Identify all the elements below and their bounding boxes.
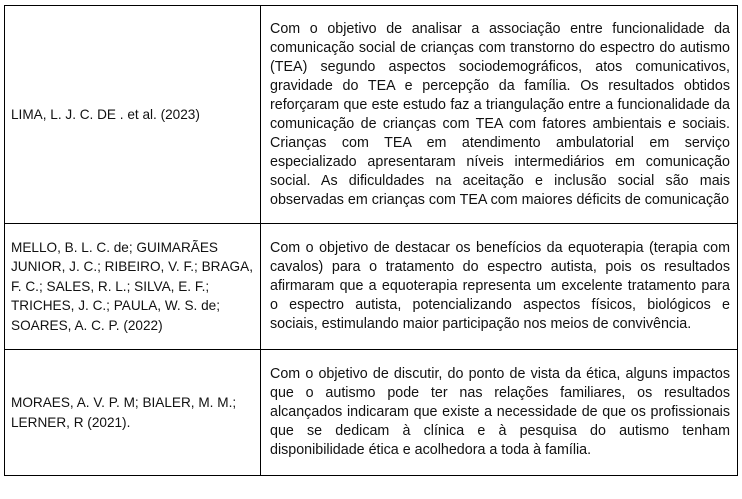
references-table: [4, 5, 738, 476]
table-row: [5, 350, 738, 476]
table-row: [5, 6, 738, 224]
author-cell: MORAES, A. V. P. M; BIALER, M. M.; LERNER, R (2021).: [5, 350, 261, 476]
summary-cell: Com o objetivo de analisar a associação entre funcionalidade da comunicação social de crianças com transtorno do espectro do autismo (TEA) segundo aspectos sociodemográficos, atos comunicativos, gravidade do TEA e percepção da família. Os resultados obtidos reforçaram que este estudo faz a triangulação entre a funcionalidade da comunicação de crianças com TEA com fatores ambientais e sociais. Crianças com TEA em atendimento ambulatorial em serviço especializado apresentaram níveis intermediários em comunicação social. As dificuldades na aceitação e inclusão social são mais observadas em crianças com TEA com maiores déficits de comunicação: [261, 6, 738, 224]
summary-cell: Com o objetivo de discutir, do ponto de vista da ética, alguns impactos que o autismo pode ter nas relações familiares, os resultados alcançados indicaram que existe a necessidade de que os profissionais que se dedicam à clínica e à pesquisa do autismo tenham disponibilidade ética e acolhedora a toda à família.: [261, 350, 738, 476]
author-cell: MELLO, B. L. C. de; GUIMARÃES JUNIOR, J. C.; RIBEIRO, V. F.; BRAGA, F. C.; SALES, R. L.; SILVA, E. F.; TRICHES, J. C.; PAULA, W. S. de; SOARES, A. C. P. (2022): [5, 224, 261, 350]
summary-cell: Com o objetivo de destacar os benefícios da equoterapia (terapia com cavalos) para o tratamento do espectro autista, pois os resultados afirmaram que a equoterapia representa um excelente tratamento para o espectro autista, potencializando aspectos físicos, biológicos e sociais, estimulando maior participação nos meios de convivência.: [261, 224, 738, 350]
author-cell: LIMA, L. J. C. DE . et al. (2023): [5, 6, 261, 224]
table-row: [5, 224, 738, 350]
